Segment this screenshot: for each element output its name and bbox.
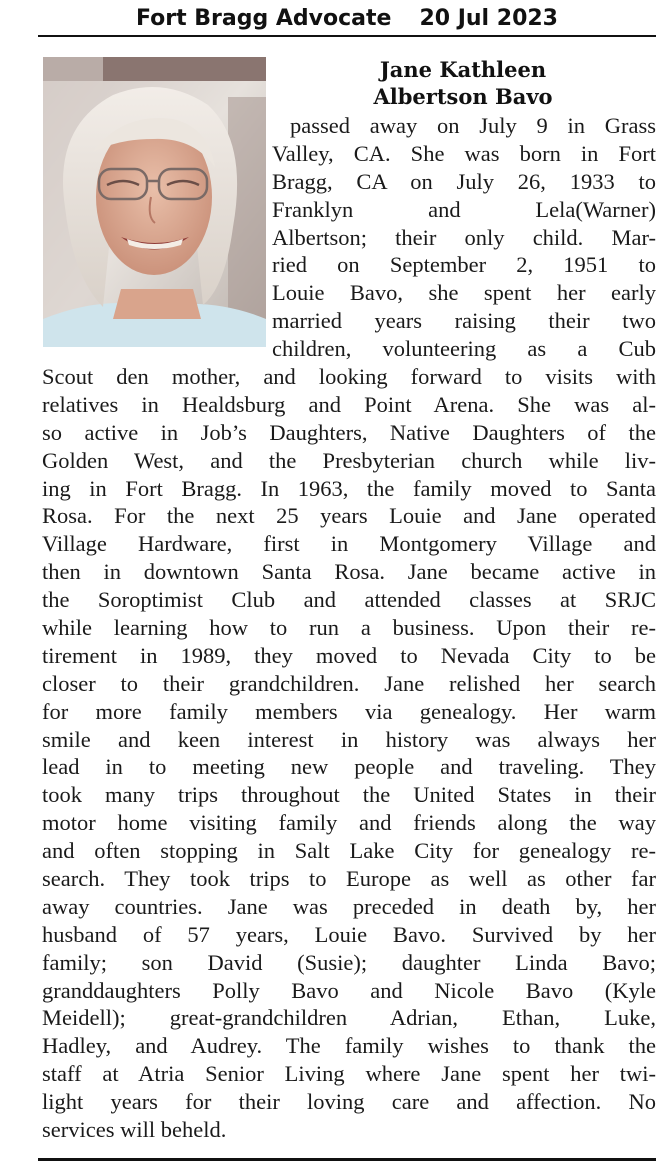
text-line: Valley, CA. She was born in Fort [272, 140, 656, 166]
text-line: ried on September 2, 1951 to [272, 252, 656, 278]
text-line: away countries. Jane was preceded in death by, her [42, 893, 656, 919]
text-line: staff at Atria Senior Living where Jane spent her twi- [42, 1061, 656, 1087]
text-line: motor home visiting family and friends along the way [42, 810, 656, 836]
text-line: ing in Fort Bragg. In 1963, the family moved to Santa [42, 475, 656, 501]
text-line: and often stopping in Salt Lake City for genealogy re- [42, 838, 656, 864]
text-line: closer to their grandchildren. Jane relished her search [42, 670, 656, 696]
text-line: Meidell); great-grandchildren Adrian, Ethan, Luke, [42, 1005, 656, 1031]
text-line: relatives in Healdsburg and Point Arena. She was al- [42, 391, 656, 417]
text-line: Scout den mother, and looking forward to visits with [42, 364, 656, 389]
portrait-photo-icon [43, 57, 266, 347]
portrait-photo [43, 57, 266, 347]
deceased-name-heading [270, 56, 656, 110]
text-line: Albertson; their only child. Mar- [272, 224, 656, 250]
text-line: the Soroptimist Club and attended classes at SRJC [42, 587, 656, 613]
text-line: Bragg, CA on July 26, 1933 to [272, 168, 656, 194]
text-line: husband of 57 years, Louie Bavo. Survived by her [42, 921, 656, 947]
text-line: granddaughters Polly Bavo and Nicole Bavo (Kyle [42, 977, 656, 1003]
text-line: smile and keen interest in history was always her [42, 726, 656, 752]
publication-date: 20 Jul 2023 [419, 6, 558, 31]
text-line: lead in to meeting new people and traveling. They [42, 754, 656, 780]
text-line: married years raising their two [272, 308, 656, 334]
text-line: tirement in 1989, they moved to Nevada City to be [42, 642, 656, 668]
text-line: took many trips throughout the United States in their [42, 782, 656, 808]
text-line: light years for their loving care and affection. No [42, 1089, 656, 1115]
text-line: Franklyn and Lela(Warner) [272, 196, 656, 222]
masthead-rule [38, 35, 656, 37]
text-line: Rosa. For the next 25 years Louie and Jane operated [42, 503, 656, 529]
text-line: then in downtown Santa Rosa. Jane became active in [42, 559, 656, 585]
publication-name: Fort Bragg Advocate [135, 6, 392, 31]
text-line: so active in Job’s Daughters, Native Daughters of the [42, 419, 656, 445]
text-line: Golden West, and the Presbyterian church while liv- [42, 447, 656, 473]
text-line: for more family members via genealogy. Her warm [42, 698, 656, 724]
masthead [38, 3, 656, 35]
text-line: children, volunteering as a Cub [272, 336, 656, 362]
obituary-text-full-width [42, 363, 656, 1144]
text-line: while learning how to run a business. Upon their re- [42, 615, 656, 641]
text-line: family; son David (Susie); daughter Linda Bavo; [42, 949, 656, 975]
text-line: Louie Bavo, she spent her early [272, 280, 656, 306]
bottom-rule [38, 1158, 656, 1161]
text-line: passed away on July 9 in Grass [290, 113, 656, 138]
text-line: Village Hardware, first in Montgomery Village and [42, 531, 656, 557]
text-line: search. They took trips to Europe as well as other far [42, 866, 656, 892]
text-line: services will beheld. [42, 1117, 227, 1143]
name-line-1: Jane Kathleen [379, 57, 547, 82]
obituary-text-beside-photo [272, 112, 656, 363]
text-line: Hadley, and Audrey. The family wishes to thank the [42, 1033, 656, 1059]
name-line-2: Albertson Bavo [373, 84, 553, 109]
